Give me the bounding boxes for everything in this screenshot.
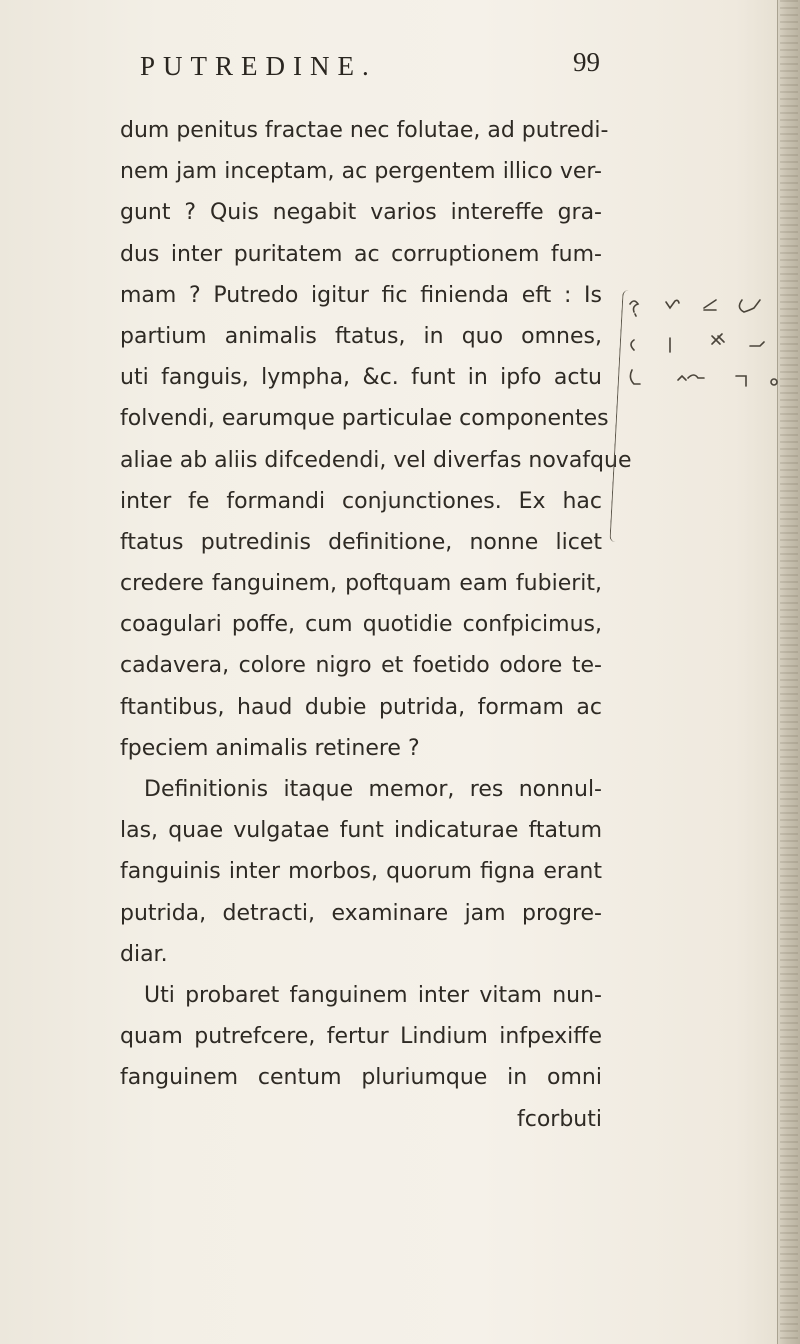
running-head: PUTREDINE. [140, 50, 377, 81]
text-line: ftantibus, haud dubie putrida, formam ac [120, 694, 602, 720]
text-line: dus inter puritatem ac corruptionem fum- [120, 241, 602, 267]
text-line: gunt ? Quis negabit varios intereffe gra- [120, 200, 602, 226]
text-line: credere fanguinem, poftquam eam fubierit, [120, 571, 602, 597]
page-gutter-edge [777, 0, 800, 1344]
text-line: coagulari poffe, cum quotidie confpicimus, [120, 612, 602, 638]
text-line: putrida, detracti, examinare jam progre- [120, 900, 602, 926]
text-line: cadavera, colore nigro et foetido odore te- [120, 653, 602, 679]
text-line: Uti probaret fanguinem inter vitam nun- [144, 982, 602, 1008]
text-line: fanguinis inter morbos, quorum figna erant [120, 859, 602, 885]
text-line: fpeciem animalis retinere ? [120, 735, 420, 761]
gutter-texture [780, 0, 798, 1344]
text-line: folvendi, earumque particulae componentes [120, 406, 609, 432]
text-line: fanguinem centum pluriumque in omni [120, 1065, 602, 1091]
text-line: ftatus putredinis definitione, nonne licet [120, 529, 602, 555]
text-line: las, quae vulgatae funt indicaturae ftatum [120, 818, 602, 844]
page-header [140, 44, 600, 88]
catchword: fcorbuti [517, 1106, 602, 1132]
text-line: nem jam inceptam, ac pergentem illico ver- [120, 159, 602, 185]
page-number: 99 [573, 47, 600, 77]
text-line: inter fe formandi conjunctiones. Ex hac [120, 488, 602, 514]
text-line: uti fanguis, lympha, &c. funt in ipfo actu [120, 365, 602, 391]
handwriting-scribble [626, 294, 782, 404]
text-line: dum penitus fractae nec folutae, ad putredi- [120, 118, 609, 143]
text-line: mam ? Putredo igitur fic finienda eft : Is [120, 282, 602, 308]
text-line: diar. [120, 941, 168, 967]
body-text [120, 110, 632, 1140]
text-line: quam putrefcere, fertur Lindium infpexiffe [120, 1024, 602, 1050]
text-line: Definitionis itaque memor, res nonnul- [144, 777, 602, 802]
text-line: partium animalis ftatus, in quo omnes, [120, 323, 602, 349]
text-line: aliae ab aliis difcedendi, vel diverfas novafque [120, 447, 632, 473]
margin-annotation [616, 290, 782, 410]
